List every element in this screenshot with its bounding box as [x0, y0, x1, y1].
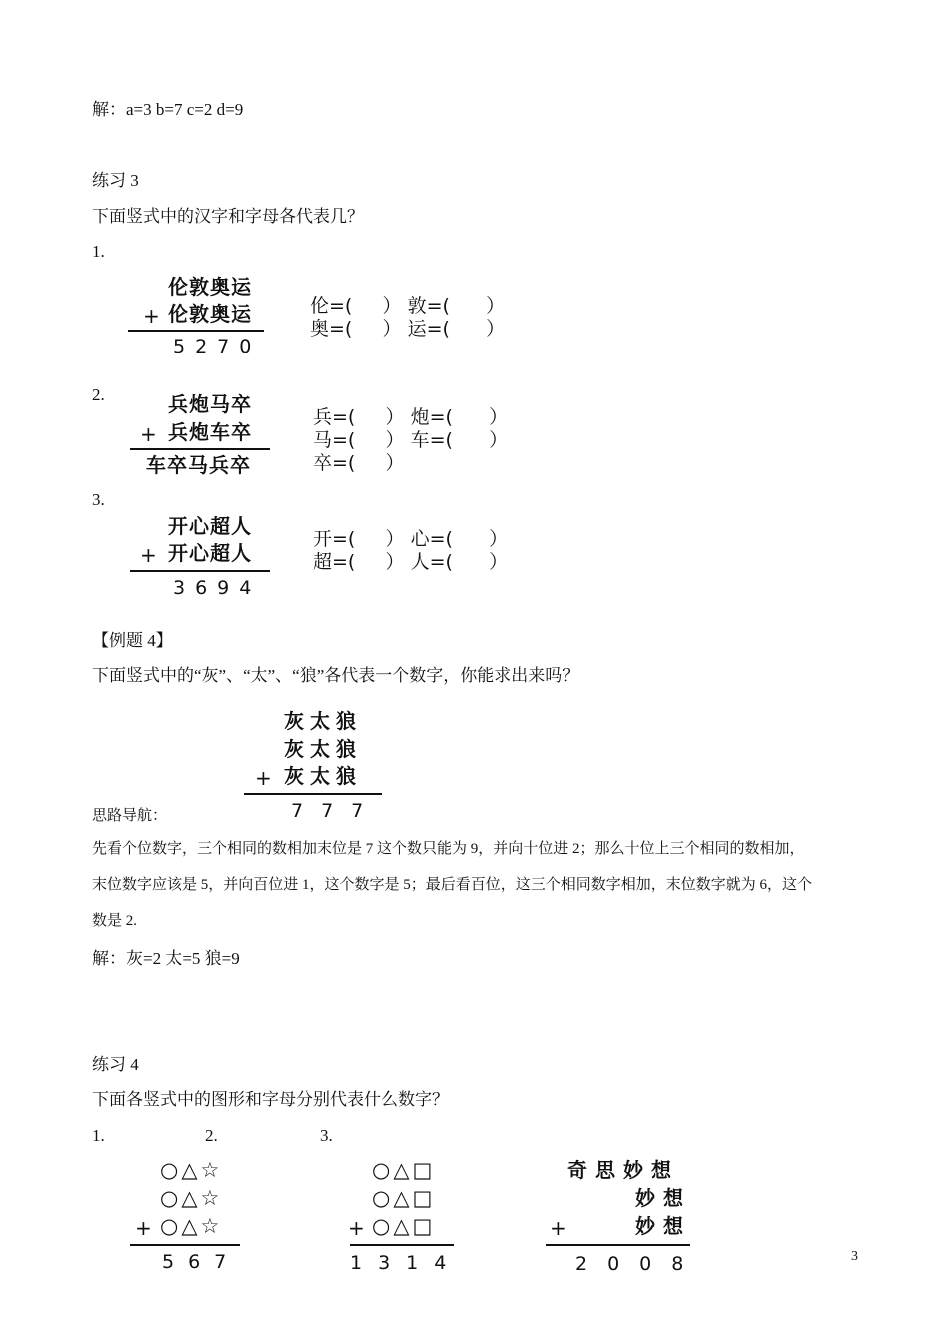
p3-1-plus: +: [143, 304, 160, 328]
p4-label-3: 3.: [320, 1126, 333, 1145]
p3-2-answer-line1: 兵=( ） 炮=( ）: [313, 406, 509, 428]
hint-line3: 数是 2.: [92, 913, 138, 929]
eq1-row3: ○△☆: [160, 1214, 223, 1238]
eq1-sum-line: [130, 1244, 240, 1246]
example4-row3: 灰太狼: [284, 764, 362, 788]
p3-1-result: 5270: [173, 338, 262, 353]
example4-title: 【例题 4】: [92, 631, 173, 650]
p3-1-label: 1.: [92, 242, 105, 261]
p4-label-1: 1.: [92, 1126, 105, 1145]
p3-2-answer-line3: 卒=( ）: [313, 452, 405, 474]
eq2-row2: ○△□: [372, 1186, 436, 1210]
practice3-title: 练习 3: [92, 171, 139, 190]
p3-3-sum-line: [130, 570, 270, 572]
p3-3-answer-line2: 超=( ） 人=( ）: [313, 551, 509, 573]
p3-2-sum-line: [130, 448, 270, 450]
eq1-plus: +: [135, 1216, 152, 1240]
example4-result: 777: [291, 800, 382, 822]
eq2-sum-line: [350, 1244, 454, 1246]
eq3-sum-line: [546, 1244, 690, 1246]
eq1-result: 567: [162, 1251, 241, 1273]
p3-1-answer-line1: 伦=( ） 敦=( ）: [310, 295, 506, 317]
example4-sum-line: [244, 793, 382, 795]
eq3-row3: 妙想: [635, 1214, 691, 1238]
hint-title: 思路导航：: [92, 808, 168, 824]
example4-question: 下面竖式中的“灰”、“太”、“狼”各代表一个数字，你能求出来吗？: [92, 666, 580, 685]
p4-label-2: 2.: [205, 1126, 218, 1145]
hint-line1: 先看个位数字，三个相同的数相加末位是 7 这个数只能为 9，并向十位进 2；那么十位上三个相同的数相加，: [92, 841, 805, 857]
p3-1-sum-line: [128, 330, 264, 332]
previous-solution: 解：a=3 b=7 c=2 d=9: [92, 100, 244, 119]
p3-2-answer-line2: 马=( ） 车=( ）: [313, 429, 509, 451]
eq1-row2: ○△☆: [160, 1186, 223, 1210]
eq3-plus: +: [550, 1216, 567, 1240]
eq2-row3: ○△□: [372, 1214, 436, 1238]
eq2-result: 1314: [350, 1252, 463, 1274]
example4-row2: 灰太狼: [284, 737, 362, 761]
eq3-row2: 妙想: [635, 1186, 691, 1210]
practice4-question: 下面各竖式中的图形和字母分别代表什么数字？: [92, 1090, 449, 1109]
p3-2-plus: +: [140, 422, 157, 446]
example4-row1: 灰太狼: [284, 709, 362, 733]
p3-3-row1: 开心超人: [168, 514, 252, 538]
eq1-row1: ○△☆: [160, 1158, 223, 1182]
hint-line2: 末位数字应该是 5，并向百位进 1，这个数字是 5；最后看百位，这三个相同数字相加，末位数字就为 6，这个: [92, 877, 813, 893]
p3-1-row2: 伦敦奥运: [168, 302, 252, 326]
example4-plus: +: [255, 766, 272, 790]
p3-1-row1: 伦敦奥运: [168, 275, 252, 299]
eq2-row1: ○△□: [372, 1158, 436, 1182]
p3-3-row2: 开心超人: [168, 541, 252, 565]
eq3-row1: 奇思妙想: [567, 1158, 679, 1182]
p3-3-answer-line1: 开=( ） 心=( ）: [313, 528, 509, 550]
eq2-plus: +: [348, 1216, 365, 1240]
p3-3-plus: +: [140, 543, 157, 567]
p3-2-label: 2.: [92, 385, 105, 404]
p3-3-label: 3.: [92, 490, 105, 509]
practice3-question: 下面竖式中的汉字和字母各代表几？: [92, 207, 364, 226]
page-number: 3: [851, 1249, 858, 1264]
p3-2-result: 车卒马兵卒: [146, 453, 251, 477]
p3-2-row1: 兵炮马卒: [168, 392, 252, 416]
eq3-result: 2008: [575, 1253, 704, 1275]
p3-1-answer-line2: 奥=( ） 运=( ）: [310, 318, 506, 340]
example4-solution: 解：灰=2 太=5 狼=9: [92, 949, 240, 968]
p3-3-result: 3694: [173, 579, 262, 595]
practice4-title: 练习 4: [92, 1055, 139, 1074]
p3-2-row2: 兵炮车卒: [168, 420, 252, 444]
